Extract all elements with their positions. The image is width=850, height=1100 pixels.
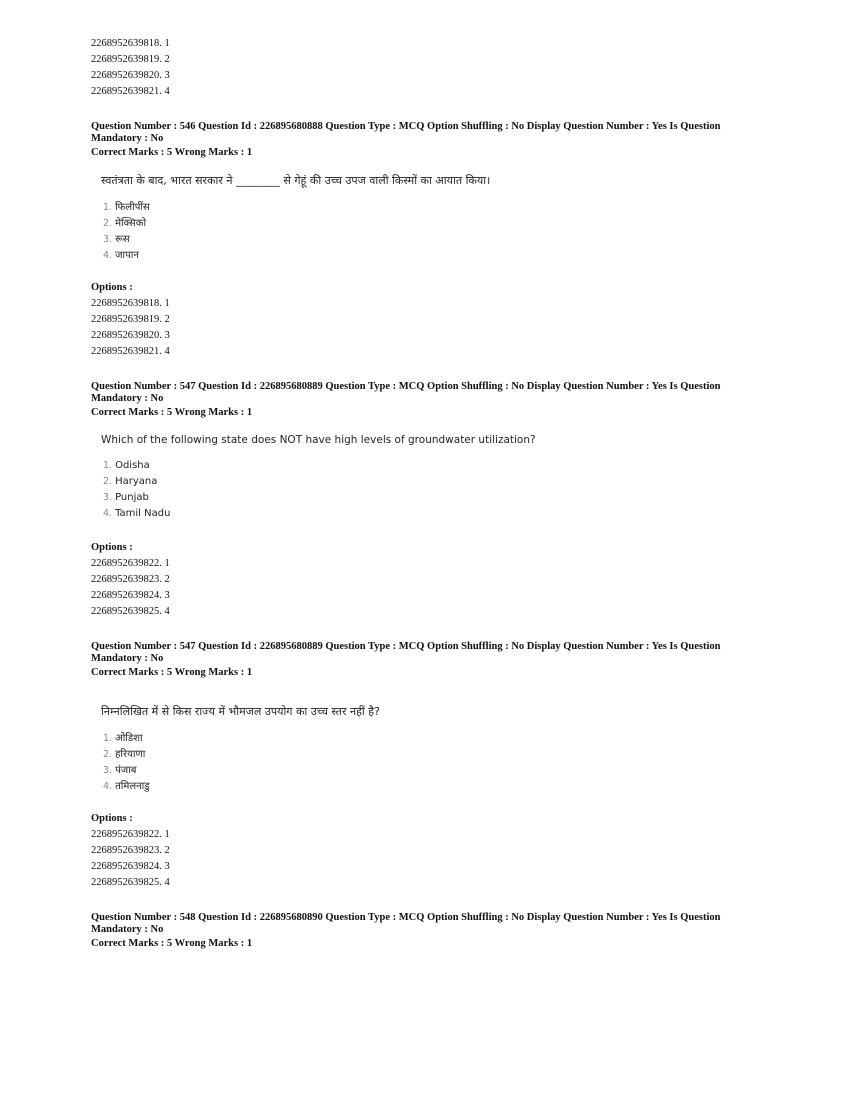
option-id-line: 2268952639822. 1 [91,558,170,569]
choice-number: 4. [103,250,113,261]
option-id-line: 2268952639818. 1 [91,298,170,309]
options-label: Options : [91,813,133,824]
question-text: स्वतंत्रता के बाद, भारत सरकार ने ________ से गेहूं की उच्च उपज वाली किस्मों का आयात किया। [101,174,491,187]
choice-label: रूस [115,234,130,245]
choice-number: 1. [103,202,113,213]
choice-number: 4. [103,508,113,519]
answer-choice [103,778,150,792]
question-marks: Correct Marks : 5 Wrong Marks : 1 [91,407,253,418]
choice-number: 4. [103,781,113,792]
option-id-line: 2268952639825. 4 [91,606,170,617]
option-id-line: 2268952639824. 3 [91,590,170,601]
choice-number: 3. [103,492,113,503]
choice-number: 1. [103,733,113,744]
option-id-line: 2268952639821. 4 [91,346,170,357]
answer-choice [103,508,170,519]
choice-number: 3. [103,234,113,245]
choice-number: 2. [103,476,113,487]
answer-choice [103,215,146,229]
answer-choice [103,746,145,760]
option-id-line: 2268952639823. 2 [91,574,170,585]
choice-label: ओडिशा [115,733,143,744]
answer-choice [103,247,139,261]
question-marks: Correct Marks : 5 Wrong Marks : 1 [91,938,253,949]
answer-choice [103,460,150,471]
answer-choice [103,730,143,744]
choice-label: फिलीपींस [115,202,150,213]
question-text: Which of the following state does NOT have high levels of groundwater utilization? [101,434,536,446]
question-header: Question Number : 547 Question Id : 226895680889 Question Type : MCQ Option Shuffling : No Display Question Number : Yes Is Question Mandatory : No [91,641,721,664]
answer-choice [103,492,149,503]
option-id-line: 2268952639822. 1 [91,829,170,840]
choice-label: पंजाब [115,765,137,776]
answer-choice [103,762,136,776]
question-header: Question Number : 547 Question Id : 226895680889 Question Type : MCQ Option Shuffling : No Display Question Number : Yes Is Question Mandatory : No [91,381,721,404]
choice-label: तमिलनाडु [115,781,150,792]
question-marks: Correct Marks : 5 Wrong Marks : 1 [91,147,253,158]
answer-choice [103,476,157,487]
choice-number: 3. [103,765,113,776]
choice-label: Tamil Nadu [115,508,171,519]
question-marks: Correct Marks : 5 Wrong Marks : 1 [91,667,253,678]
choice-number: 1. [103,460,113,471]
option-id-line: 2268952639819. 2 [91,54,170,65]
answer-choice [103,199,150,213]
choice-label: हरियाणा [115,749,146,760]
option-id-line: 2268952639823. 2 [91,845,170,856]
option-id-line: 2268952639818. 1 [91,38,170,49]
answer-choice [103,231,130,245]
options-label: Options : [91,282,133,293]
choice-label: Odisha [115,460,150,471]
choice-label: जापान [115,250,139,261]
option-id-line: 2268952639820. 3 [91,70,170,81]
question-header: Question Number : 548 Question Id : 226895680890 Question Type : MCQ Option Shuffling : No Display Question Number : Yes Is Question Mandatory : No [91,912,721,935]
choice-label: Haryana [115,476,158,487]
option-id-line: 2268952639821. 4 [91,86,170,97]
option-id-line: 2268952639824. 3 [91,861,170,872]
question-header: Question Number : 546 Question Id : 226895680888 Question Type : MCQ Option Shuffling : No Display Question Number : Yes Is Question Mandatory : No [91,121,721,144]
choice-label: मेक्सिको [115,218,147,229]
choice-label: Punjab [115,492,149,503]
question-text: निम्नलिखित में से किस राज्य में भौमजल उपयोग का उच्च स्तर नहीं है? [101,705,380,718]
option-id-line: 2268952639819. 2 [91,314,170,325]
option-id-line: 2268952639820. 3 [91,330,170,341]
option-id-line: 2268952639825. 4 [91,877,170,888]
choice-number: 2. [103,749,113,760]
choice-number: 2. [103,218,113,229]
options-label: Options : [91,542,133,553]
